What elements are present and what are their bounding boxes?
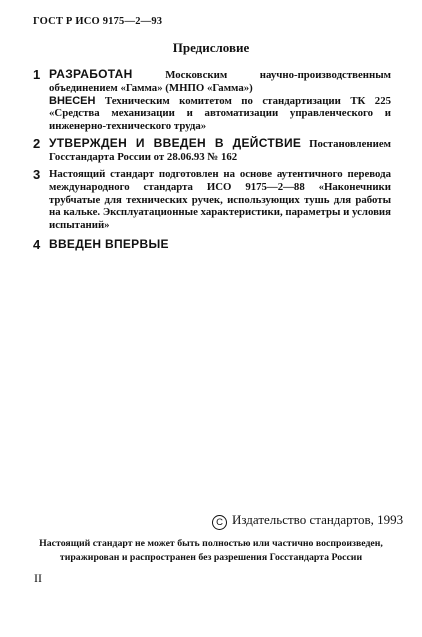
copyright-text: Издательство стандартов, 1993 <box>232 512 404 527</box>
item-sublead: ВНЕСЕН <box>49 94 96 107</box>
preface-item-2 <box>33 137 391 164</box>
item-number: 2 <box>33 136 41 151</box>
page-number: II <box>34 571 42 585</box>
item-lead: УТВЕРЖДЕН И ВВЕДЕН В ДЕЙСТВИЕ <box>49 136 302 150</box>
item-text: Постановлением Госстандарта России от 28.06.93 № 162 <box>49 138 391 163</box>
item-number: 4 <box>33 237 41 252</box>
reproduction-notice <box>0 537 422 565</box>
page-title: Предисловие <box>172 40 250 55</box>
reproduction-notice-line-1: Настоящий стандарт не может быть полностью или частично воспроизведен, <box>39 538 383 549</box>
item-subparagraph <box>49 95 391 133</box>
standard-code: ГОСТ Р ИСО 9175—2—93 <box>33 16 163 27</box>
copyright-icon: C <box>212 515 227 530</box>
reproduction-notice-line-2: тиражирован и распространен без разрешения Госстандарта России <box>59 552 363 563</box>
item-paragraph <box>49 68 391 95</box>
item-lead: РАЗРАБОТАН <box>49 67 133 81</box>
preface-item-3 <box>33 168 391 232</box>
preface-item-4 <box>33 238 391 252</box>
item-text: Московским научно-производственным объединением «Гамма» (МНПО «Гамма») <box>49 69 392 94</box>
preface-item-1 <box>33 68 391 133</box>
item-number: 1 <box>33 67 41 82</box>
copyright-notice <box>212 512 403 530</box>
item-text: Настоящий стандарт подготовлен на основе аутентичного перевода международного стандарта ИСО 9175—2—88 «Наконечники трубчатые для технических ручек, использующих тушь для работы на кальке. Эксплуатационные характеристики, параметры и условия испытаний» <box>49 168 391 232</box>
item-lead: ВВЕДЕН ВПЕРВЫЕ <box>49 237 169 251</box>
item-subtext: Техническим комитетом по стандартизации ТК 225 «Средства механизации и автоматизации управленческого и инженерно-технического труда» <box>49 94 392 133</box>
item-number: 3 <box>33 167 41 182</box>
